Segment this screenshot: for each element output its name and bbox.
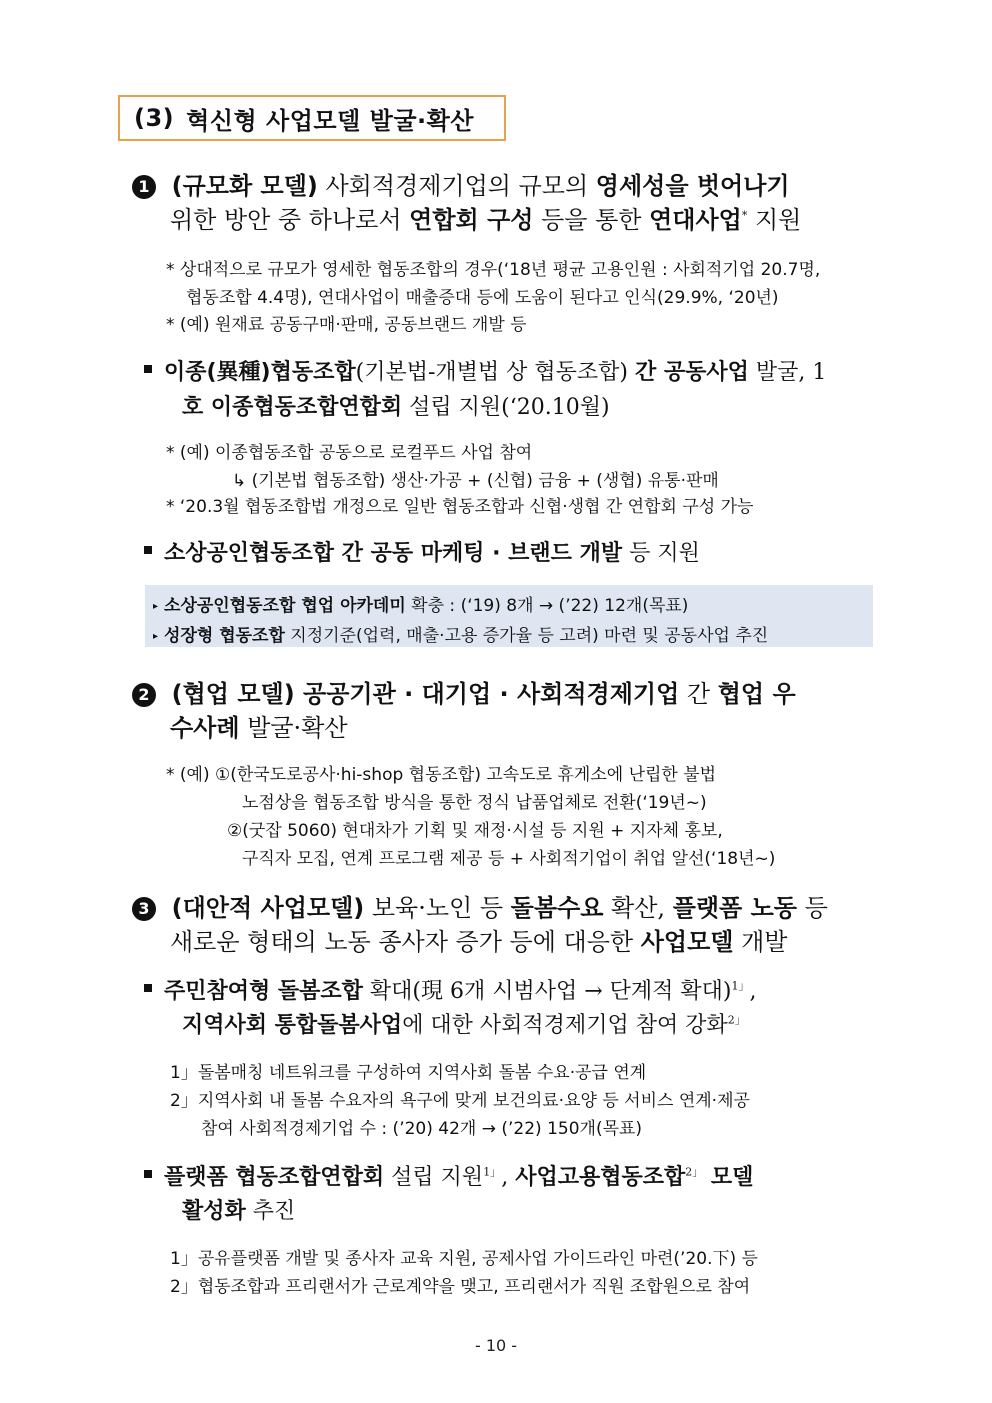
bullet-bold: 이종(異種)협동조합 [164, 360, 356, 385]
item3-bullet2-note: 1」공유플랫폼 개발 및 종사자 교육 지원, 공제사업 가이드라인 마련(’20.下) 등 [170, 1249, 758, 1269]
item1-bullet1-note: ↳ (기본법 협동조합) 생산·가공 + (신협) 금융 + (생협) 유통·판매 [232, 471, 719, 491]
highlight-bold: 소상공인협동조합 협업 아카데미 [164, 596, 406, 616]
item1-note: * 상대적으로 규모가 영세한 협동조합의 경우(‘18년 평균 고용인원 : 사회적기업 20.7명, [166, 260, 821, 280]
item2-note: 구직자 모집, 연계 프로그램 제공 등 + 사회적기업이 취업 알선(‘18년~) [242, 849, 776, 869]
item3-bullet1-note: 2」지역사회 내 돌봄 수요자의 욕구에 맞게 보건의료·요양 등 서비스 연계·제공 [170, 1091, 750, 1111]
item1-line2-bold1: 연합회 구성 [409, 206, 534, 234]
item1-bullet2 [144, 536, 700, 567]
item1-bullet1-note: * (예) 이종협동조합 공동으로 로컬푸드 사업 참여 [166, 443, 533, 463]
item1-bold: 영세성을 벗어나기 [595, 172, 790, 200]
bullet-text: , [501, 1165, 516, 1190]
item1-line2-text2: 등을 통한 [533, 206, 650, 234]
bullet-text: 발굴, 1 [748, 360, 827, 385]
bullet-text: 등 지원 [622, 541, 700, 566]
item3-text: 확산, [603, 894, 673, 922]
item1-line2-text: 위한 방안 중 하나로서 [170, 206, 410, 234]
item3-line1 [132, 888, 828, 923]
item2-note: ②(굿잡 5060) 현대차가 기획 및 재정·시설 등 지원 + 지자체 홍보, [227, 821, 723, 841]
item2-bold: 공공기관 · 대기업 · 사회적경제기업 [294, 680, 680, 708]
bullet-text: (기본법-개별법 상 협동조합) [355, 360, 635, 385]
item2-text: 발굴·확산 [239, 714, 348, 742]
item3-label: (대안적 사업모델) [171, 894, 365, 922]
item1-line1 [132, 166, 790, 201]
item1-line2-text3: 지원 [747, 206, 802, 234]
item1-note: 협동조합 4.4명), 연대사업이 매출증대 등에 도움이 된다고 인식(29.9%, ‘20년) [186, 288, 779, 308]
highlight-box [145, 585, 873, 647]
highlight-row [153, 591, 688, 616]
bullet-bold: 지역사회 통합돌봄사업 [182, 1013, 403, 1038]
highlight-text: 지정기준(업력, 매출·고용 증가율 등 고려) 마련 및 공동사업 추진 [284, 626, 769, 646]
bullet-text: , [749, 979, 757, 1004]
bullet-bold: 주민참여형 돌봄조합 [164, 979, 363, 1004]
item2-text: 간 [679, 680, 718, 708]
item2-bold: 협업 우 [717, 680, 796, 708]
triangle-bullet-icon: ▸ [153, 631, 159, 642]
highlight-row [153, 621, 768, 646]
item1-bullet1-line1 [144, 355, 826, 386]
item3-line2 [170, 922, 787, 957]
bullet-text: 설립 지원(‘20.10월) [402, 395, 610, 420]
highlight-text: 확충 : (‘19) 8개 → (’22) 12개(목표) [405, 596, 689, 616]
item1-line2 [170, 200, 801, 235]
bullet-bold: 사업고용협동조합 [515, 1165, 686, 1190]
bullet-text: 에 대한 사회적경제기업 참여 강화 [402, 1013, 728, 1038]
item2-line2 [170, 708, 348, 743]
item3-bullet1-line1 [144, 974, 757, 1005]
item3-bullet1-line2 [182, 1008, 746, 1039]
footnote-mark: 2」 [727, 1013, 746, 1027]
item3-bold: 사업모델 [640, 928, 734, 956]
item3-text: 개발 [733, 928, 788, 956]
item3-bullet1-note: 1」돌봄매칭 네트워크를 구성하여 지역사회 돌봄 수요·공급 연계 [170, 1063, 647, 1083]
item2-note: 노점상을 협동조합 방식을 통한 정식 납품업체로 전환(‘19년~) [242, 793, 707, 813]
bullet-text: 확대(現 6개 시범사업 → 단계적 확대) [362, 979, 732, 1004]
footnote-mark: 2」 [685, 1165, 704, 1179]
bullet-bold: 간 공동사업 [634, 360, 749, 385]
item1-note: * (예) 원재료 공동구매·판매, 공동브랜드 개발 등 [166, 315, 527, 335]
bullet-bold: 플랫폼 협동조합연합회 [164, 1165, 385, 1190]
section-title: 혁신형 사업모델 발굴·확산 [186, 106, 474, 135]
bullet-bold: 소상공인협동조합 간 공동 마케팅 · 브랜드 개발 [164, 541, 623, 566]
item2-marker: 2 [132, 683, 156, 707]
item3-bullet2-line2 [182, 1194, 295, 1225]
item3-bold: 돌봄수요 [510, 894, 604, 922]
square-bullet-icon [144, 1170, 152, 1178]
bullet-bold: 호 이종협동조합연합회 [182, 395, 403, 420]
item1-footnote-mark: * [741, 209, 748, 222]
footnote-mark: 1」 [483, 1165, 502, 1179]
section-number: (3) [134, 104, 175, 132]
section-title-box [118, 95, 506, 141]
item2-note: * (예) ①(한국도로공사·hi-shop 협동조합) 고속도로 휴게소에 난립한 불법 [166, 765, 717, 785]
item3-bullet2-line1 [144, 1160, 753, 1191]
item3-bullet1-note: 참여 사회적경제기업 수 : (’20) 42개 → (’22) 150개(목표) [201, 1119, 643, 1139]
square-bullet-icon [144, 546, 152, 554]
item1-line2-bold2: 연대사업 [649, 206, 742, 234]
footnote-mark: 1」 [731, 979, 750, 993]
square-bullet-icon [144, 365, 152, 373]
item3-bullet2-note: 2」협동조합과 프리랜서가 근로계약을 맺고, 프리랜서가 직원 조합원으로 참여 [170, 1277, 751, 1297]
item1-text: 사회적경제기업의 규모의 [317, 172, 596, 200]
item1-bullet1-line2 [182, 390, 610, 421]
item3-text: 등 [796, 894, 828, 922]
item2-label: (협업 모델) [171, 680, 295, 708]
triangle-bullet-icon: ▸ [153, 601, 159, 612]
item3-text: 새로운 형태의 노동 종사자 증가 등에 대응한 [170, 928, 641, 956]
bullet-bold: 모델 [703, 1165, 754, 1190]
square-bullet-icon [144, 984, 152, 992]
item2-line1 [132, 674, 796, 709]
highlight-bold: 성장형 협동조합 [164, 626, 285, 646]
bullet-bold: 활성화 [182, 1199, 246, 1224]
item3-marker: 3 [132, 897, 156, 921]
page-number: - 10 - [474, 1336, 518, 1355]
item3-bold: 플랫폼 노동 [672, 894, 797, 922]
item1-bullet1-note: * ‘20.3월 협동조합법 개정으로 일반 협동조합과 신협·생협 간 연합회 구성 가능 [166, 497, 754, 517]
bullet-text: 추진 [245, 1199, 296, 1224]
item1-marker: 1 [132, 175, 156, 199]
bullet-text: 설립 지원 [384, 1165, 484, 1190]
item3-text: 보육·노인 등 [364, 894, 511, 922]
item2-bold: 수사례 [170, 714, 240, 742]
item1-label: (규모화 모델) [171, 172, 318, 200]
